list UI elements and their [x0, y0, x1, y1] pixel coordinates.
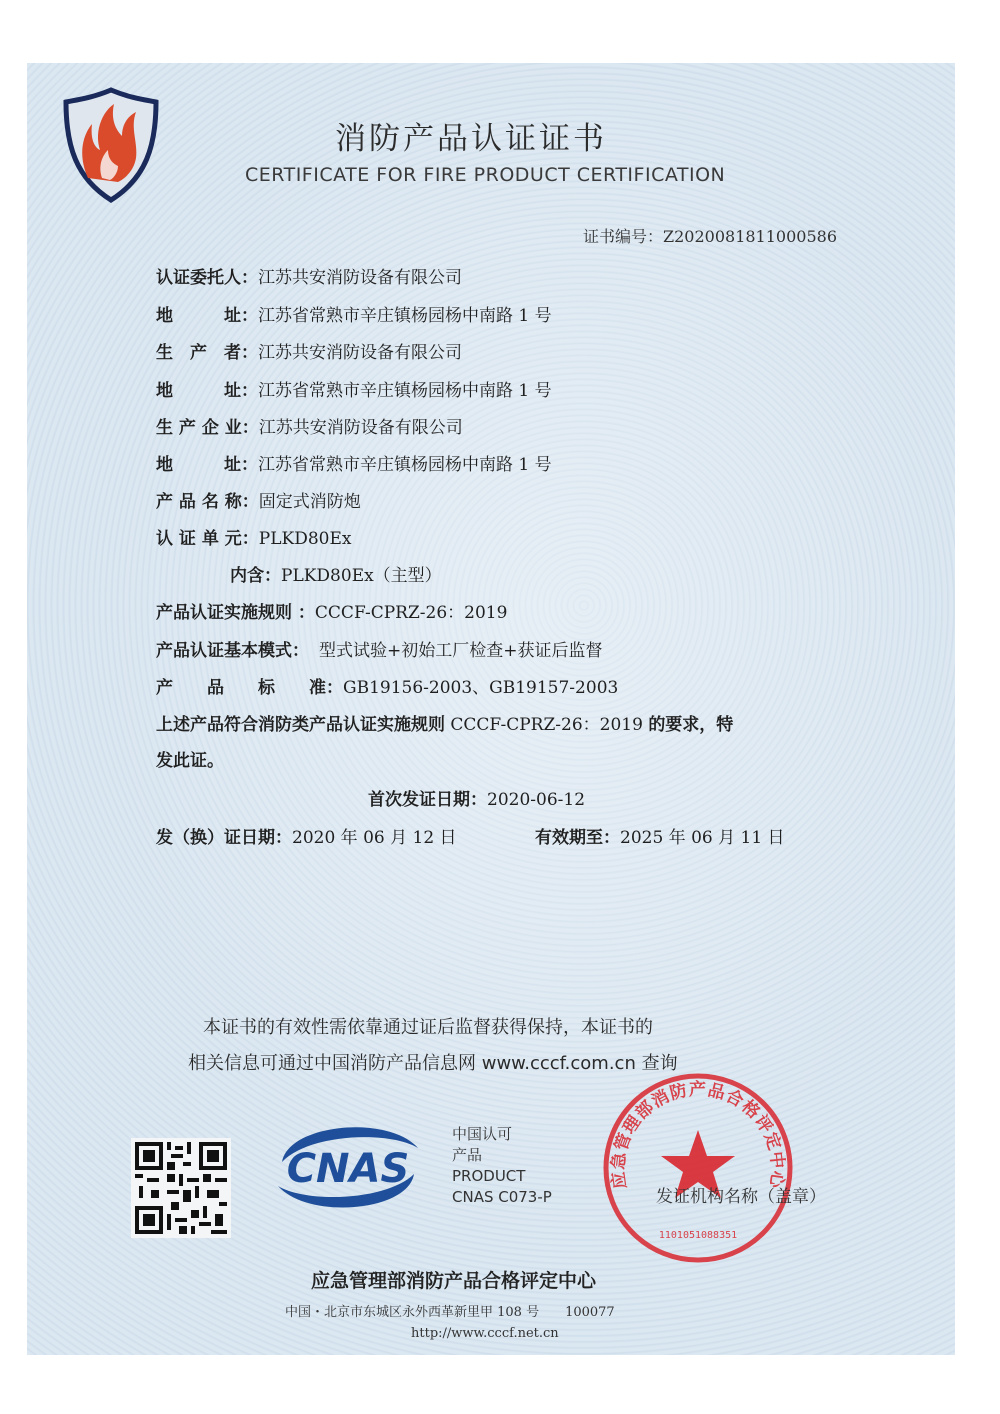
- valid-label: 有效期至：: [535, 828, 620, 848]
- standard-row: [156, 673, 618, 698]
- official-seal: [598, 1068, 798, 1268]
- field-row: [156, 524, 351, 549]
- field-label: 地 址：: [156, 455, 258, 475]
- conformity-text-2: 发此证。: [156, 751, 224, 771]
- contains-label: 内含：: [230, 566, 281, 586]
- field-row: [156, 450, 552, 475]
- mode-value: 型式试验+初始工厂检查+获证后监督: [319, 641, 603, 661]
- certificate-title-en: CERTIFICATE FOR FIRE PRODUCT CERTIFICATION: [245, 164, 726, 186]
- cnas-logo: [268, 1112, 428, 1222]
- issuer-address: 中国・北京市东城区永外西革新里甲 108 号 100077: [285, 1305, 615, 1320]
- mode-row: [156, 636, 603, 661]
- mode-label: 产品认证基本模式：: [156, 641, 309, 661]
- fire-shield-logo: [62, 86, 160, 204]
- field-label: 地 址：: [156, 381, 258, 401]
- cnas-line-3: PRODUCT: [452, 1167, 526, 1185]
- standard-label: 产 品 标 准：: [156, 678, 343, 698]
- issue-value: 2020 年 06 月 12 日: [292, 828, 457, 848]
- first-issue-value: 2020-06-12: [487, 790, 586, 810]
- field-row: [156, 376, 552, 401]
- qr-code: [131, 1138, 231, 1238]
- certificate-number: 证书编号：Z2020081811000586: [583, 227, 837, 246]
- field-row: [156, 487, 361, 512]
- issuer-name: 应急管理部消防产品合格评定中心: [311, 1270, 597, 1292]
- field-row: [156, 413, 463, 438]
- field-label: 地 址：: [156, 306, 258, 326]
- seal-text: 应急管理部消防产品合格评定中心: [608, 1079, 788, 1191]
- conformity-text-c: 的要求，特: [648, 715, 734, 735]
- valid-until: [535, 823, 785, 848]
- notice-line-2: 相关信息可通过中国消防产品信息网 www.cccf.com.cn 查询: [188, 1053, 678, 1074]
- rule-row: [156, 598, 507, 623]
- conformity-rule: CCCF-CPRZ-26：2019: [450, 715, 643, 735]
- field-value: 江苏省常熟市辛庄镇杨园杨中南路 1 号: [258, 455, 552, 475]
- standard-value: GB19156-2003、GB19157-2003: [343, 678, 619, 698]
- field-row: [156, 263, 462, 288]
- field-value: 江苏省常熟市辛庄镇杨园杨中南路 1 号: [258, 306, 552, 326]
- conformity-line-2: [156, 746, 224, 771]
- field-value: 江苏共安消防设备有限公司: [258, 343, 462, 363]
- seal-number: 1101051088351: [658, 1230, 738, 1241]
- field-value: PLKD80Ex: [258, 529, 352, 549]
- issuer-website: http://www.cccf.net.cn: [411, 1326, 559, 1341]
- field-label: 产 品 名 称：: [156, 492, 259, 512]
- contains-value: PLKD80Ex（主型）: [281, 566, 442, 586]
- field-label: 认证委托人：: [156, 268, 258, 288]
- field-value: 江苏共安消防设备有限公司: [258, 268, 462, 288]
- cnas-line-2: 产品: [452, 1146, 483, 1164]
- conformity-line-1: [156, 710, 733, 735]
- field-value: 江苏省常熟市辛庄镇杨园杨中南路 1 号: [258, 381, 552, 401]
- field-value: 江苏共安消防设备有限公司: [258, 418, 463, 438]
- field-label: 生 产 企 业：: [156, 418, 259, 438]
- field-row: [156, 301, 552, 326]
- certificate-title-cn: 消防产品认证证书: [335, 121, 607, 157]
- rule-label: 产品认证实施规则 ：: [156, 603, 315, 623]
- first-issue-date: [368, 785, 585, 810]
- cnas-accreditation-text: [452, 1124, 552, 1208]
- cnas-logo-text: CNAS: [286, 1146, 410, 1192]
- field-value: 固定式消防炮: [258, 492, 361, 512]
- field-label: 生 产 者：: [156, 343, 258, 363]
- cnas-line-4: CNAS C073-P: [452, 1188, 552, 1206]
- issue-date: [156, 823, 457, 848]
- first-issue-label: 首次发证日期：: [368, 790, 487, 810]
- field-row: [156, 338, 462, 363]
- contains-row: [230, 561, 442, 586]
- field-label: 认 证 单 元：: [156, 529, 259, 549]
- notice-line-1: 本证书的有效性需依靠通过证后监督获得保持，本证书的: [203, 1017, 653, 1038]
- rule-value: CCCF-CPRZ-26：2019: [314, 603, 508, 623]
- valid-value: 2025 年 06 月 11 日: [620, 828, 785, 848]
- conformity-text-a: 上述产品符合消防类产品认证实施规则: [156, 715, 445, 735]
- cnas-line-1: 中国认可: [452, 1125, 513, 1143]
- issue-label: 发（换）证日期：: [156, 828, 292, 848]
- seal-caption: 发证机构名称（盖章）: [656, 1187, 826, 1207]
